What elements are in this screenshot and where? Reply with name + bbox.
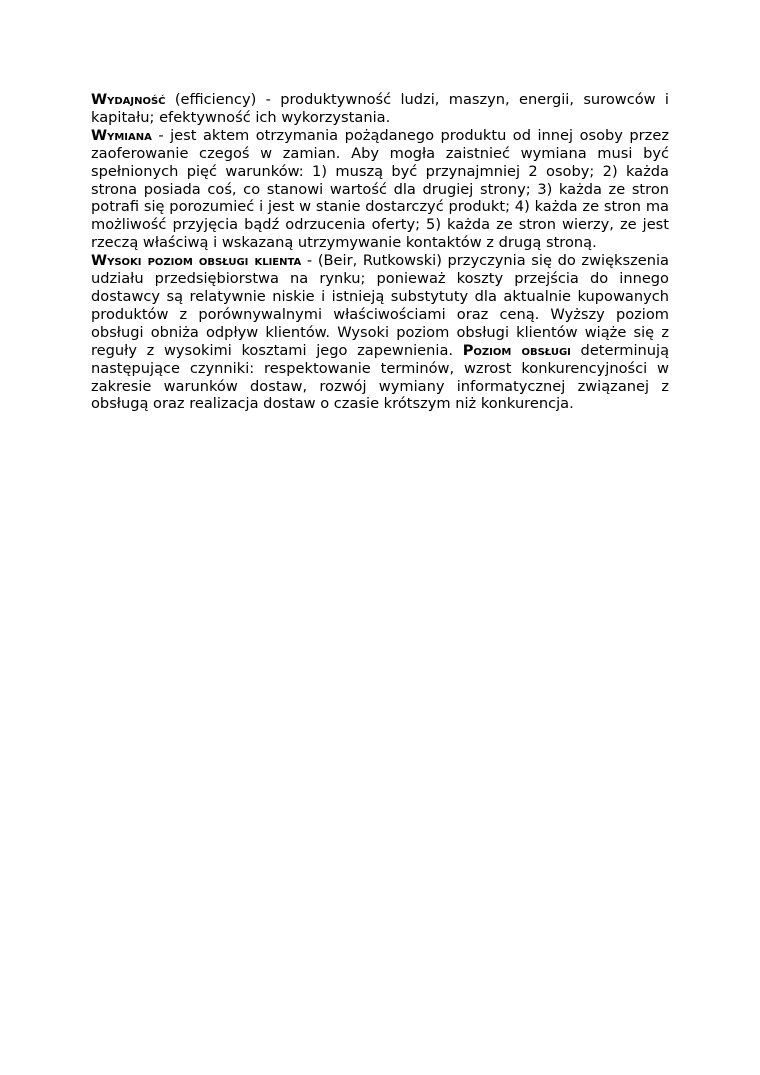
entry-wysoki-poziom-obslugi — [91, 252, 669, 413]
term-wydajnosc: Wydajność — [91, 91, 166, 108]
entry-wydajnosc — [91, 91, 669, 127]
glossary-text-block — [91, 91, 669, 413]
definition-poziom-obslugi: determinują następujące czynniki: respektowanie terminów, wzrost konkurencyjności w zakresie warunków dostaw, rozwój wymiany informatycznej związanej z obsługą oraz realizacja dostaw o czasie krótszym niż konkurencja. — [91, 341, 670, 413]
entry-wymiana — [91, 127, 669, 252]
definition-wysoki-poziom-obslugi: - (Beir, Rutkowski) przyczynia się do zwiększenia udziału przedsiębiorstwa na rynku; ponieważ koszty przejścia do innego dostawcy są relatywnie niskie i istnieją substytuty dla aktualnie kupowanych produktów z porównywalnymi właściwościami oraz ceną. Wyższy poziom obsługi obniża odpływ klientów. Wysoki poziom obsługi klientów wiąże się z reguły z wysokimi kosztami jego zapewnienia. — [91, 252, 669, 359]
term-wymiana: Wymiana — [91, 126, 152, 144]
definition-wymiana: - jest aktem otrzymania pożądanego produktu od innej osoby przez zaoferowanie czegoś w zamian. Aby mogła zaistnieć wymiana musi być spełnionych pięć warunków: 1) muszą być przynajmniej 2 osoby; 2) każda strona posiada coś, co stanowi wartość dla drugiej strony; 3) każda ze stron potrafi się porozumieć i jest w stanie dostarczyć produkt; 4) każda ze stron ma możliwość przyjęcia bądź odrzucenia oferty; 5) każda ze stron wierzy, ze jest rzeczą właściwą i wskazaną utrzymywanie kontaktów z drugą stroną. — [91, 126, 669, 252]
definition-wydajnosc: (efficiency) - produktywność ludzi, maszyn, energii, surowców i kapitału; efektywność ich wykorzystania. — [91, 91, 669, 126]
term-wysoki-poziom-obslugi: Wysoki poziom obsługi klienta — [91, 252, 302, 270]
term-poziom-obslugi: Poziom obsługi — [462, 341, 571, 359]
